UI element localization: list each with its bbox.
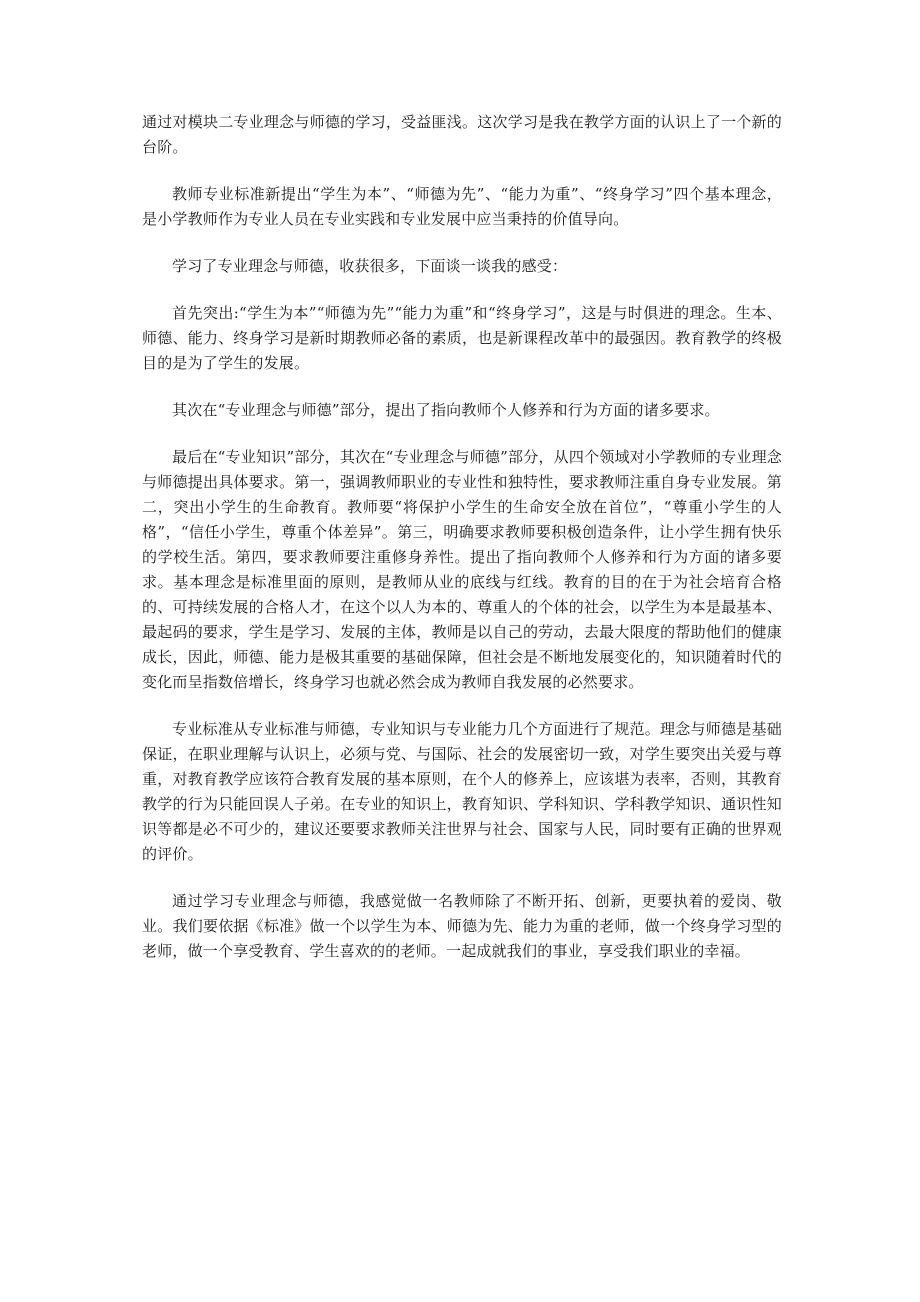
- paragraph-second: 其次在“专业理念与师德”部分，提出了指向教师个人修养和行为方面的诸多要求。: [172, 401, 720, 419]
- paragraph-intro: 通过对模块二专业理念与师德的学习，受益匪浅。这次学习是我在教学方面的认识上了一个新的台阶。: [142, 113, 782, 156]
- paragraph-conclusion: 通过学习专业理念与师德，我感觉做一名教师除了不断开拓、创新，更要执着的爱岗、敬业。我们要依据《标准》做一个以学生为本、师德为先、能力为重的老师，做一个终身学习型的老师，做一个享受教育、学生喜欢的的老师。一起成就我们的事业，享受我们职业的幸福。: [142, 892, 782, 960]
- paragraph-first: 首先突出:“学生为本”“师德为先”“能力为重”和“终身学习”，这是与时俱进的理念。生本、师德、能力、终身学习是新时期教师必备的素质，也是新课程改革中的最强因。教育教学的终极目的是为了学生的发展。: [142, 304, 782, 372]
- paragraph-feelings-lead: 学习了专业理念与师德，收获很多，下面谈一谈我的感受：: [172, 257, 568, 275]
- paragraph-basic-concepts: 教师专业标准新提出“学生为本”、“师德为先”、“能力为重”、“终身学习”四个基本理念，是小学教师作为专业人员在专业实践和专业发展中应当秉持的价值导向。: [142, 185, 782, 228]
- document-page: [142, 110, 782, 986]
- paragraph-last: 最后在“专业知识”部分，其次在“专业理念与师德”部分，从四个领域对小学教师的专业理念与师德提出具体要求。第一，强调教师职业的专业性和独特性，要求教师注重自身专业发展。第二，突出小学生的生命教育。教师要“将保护小学生的生命安全放在首位”，“尊重小学生的人格”，“信任小学生，尊重个体差异”。第三，明确要求教师要积极创造条件，让小学生拥有快乐的学校生活。第四，要求教师要注重修身养性。提出了指向教师个人修养和行为方面的诸多要求。基本理念是标准里面的原则，是教师从业的底线与红线。教育的目的在于为社会培育合格的、可持续发展的合格人才，在这个以人为本的、尊重人的个体的社会，以学生为本是最基本、最起码的要求，学生是学习、发展的主体，教师是以自己的劳动，去最大限度的帮助他们的健康成长，因此，师德、能力是极其重要的基础保障，但社会是不断地发展变化的，知识随着时代的变化而呈指数倍增长，终身学习也就必然会成为教师自我发展的必然要求。: [142, 448, 782, 691]
- paragraph-standards: 专业标准从专业标准与师德，专业知识与专业能力几个方面进行了规范。理念与师德是基础保证，在职业理解与认识上，必须与党、与国际、社会的发展密切一致，对学生要突出关爱与尊重，对教育教学应该符合教育发展的基本原则，在个人的修养上，应该堪为表率，否则，其教育教学的行为只能回误人子弟。在专业的知识上，教育知识、学科知识、学科教学知识、通识性知识等都是必不可少的，建议还要要求教师关注世界与社会、国家与人民，同时要有正确的世界观的评价。: [142, 720, 782, 863]
